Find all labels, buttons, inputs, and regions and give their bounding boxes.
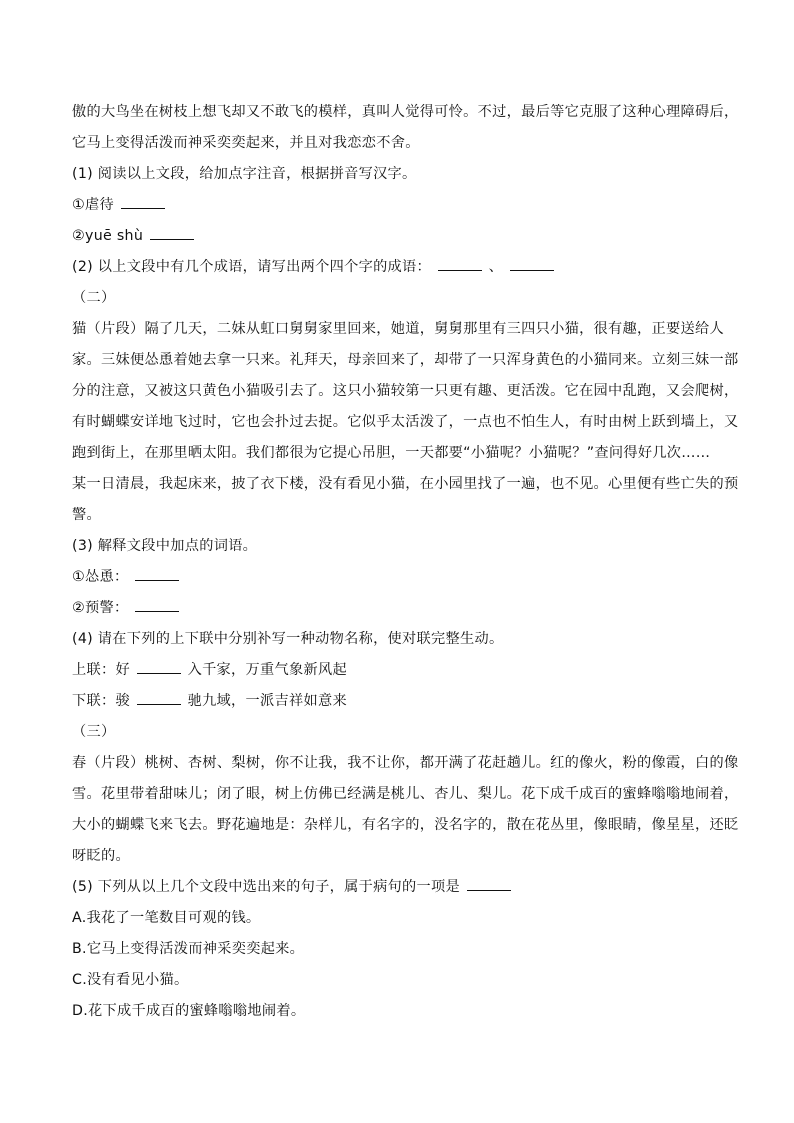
couplet-prefix: 上联：好 (72, 662, 130, 678)
couplet-prefix: 下联：骏 (72, 693, 130, 709)
passage-line: 它马上变得活泼而神采奕奕起来，并且对我恋恋不舍。 (72, 135, 420, 151)
section-2-title: （二） (72, 290, 116, 306)
answer-blank[interactable] (135, 566, 179, 581)
couplet-upper (72, 655, 734, 686)
question-4-stem: (4) 请在下列的上下联中分别补写一种动物名称，使对联完整生动。 (72, 631, 504, 647)
option-d: D.花下成千成百的蜜蜂嗡嗡地闹着。 (72, 1003, 306, 1019)
question-5-stem: (5) 下列从以上几个文段中选出来的句子，属于病句的一项是 (72, 879, 460, 895)
couplet-suffix: 入千家，万重气象新风起 (187, 662, 347, 678)
passage-line: 傲的大鸟坐在树枝上想飞却又不敢飞的模样，真叫人觉得可怜。不过，最后等它克服了这种心理障碍后， (72, 104, 739, 120)
option-c: C.没有看见小猫。 (72, 972, 189, 988)
passage-line: 分的注意，又被这只黄色小猫吸引去了。这只小猫较第一只更有趣、更活泼。它在园中乱跑，又会爬树， (72, 383, 739, 399)
question-1-item-2 (72, 221, 734, 252)
passage-line: 猫（片段）隔了几天，二妹从虹口舅舅家里回来，她道，舅舅那里有三四只小猫，很有趣，正要送给人 (72, 321, 724, 337)
item-label: ①虐待 (72, 197, 114, 213)
answer-blank[interactable] (121, 194, 165, 209)
passage-line: 跑到街上，在那里晒太阳。我们都很为它提心吊胆，一天都要“小猫呢？小猫呢？”查问得好几次…… (72, 445, 711, 461)
question-1-item-1 (72, 190, 734, 221)
option-b: B.它马上变得活泼而神采奕奕起来。 (72, 941, 305, 957)
passage-line: 大小的蝴蝶飞来飞去。野花遍地是：杂样儿，有名字的，没名字的，散在花丛里，像眼睛，像星星，还眨 (72, 817, 739, 833)
item-label: ①怂恿： (72, 569, 129, 585)
couplet-suffix: 驰九域，一派吉祥如意来 (187, 693, 347, 709)
answer-blank[interactable] (510, 256, 554, 271)
answer-blank[interactable] (467, 876, 511, 891)
separator: 、 (488, 259, 504, 275)
answer-blank[interactable] (150, 225, 194, 240)
question-3-item-1 (72, 562, 734, 593)
couplet-lower (72, 686, 734, 717)
option-a: A.我花了一笔数目可观的钱。 (72, 910, 261, 926)
passage-line: 某一日清晨，我起床来，披了衣下楼，没有看见小猫，在小园里找了一遍，也不见。心里便有些亡失的预 (72, 476, 739, 492)
passage-line: 雪。花里带着甜味儿；闭了眼，树上仿佛已经满是桃儿、杏儿、梨儿。花下成千成百的蜜蜂嗡嗡地闹着， (72, 786, 739, 802)
question-1-stem: (1) 阅读以上文段，给加点字注音，根据拼音写汉字。 (72, 166, 417, 182)
question-3-item-2 (72, 593, 734, 624)
question-3-stem: (3) 解释文段中加点的词语。 (72, 538, 258, 554)
question-2-stem: (2) 以上文段中有几个成语，请写出两个四个字的成语： (72, 259, 432, 275)
passage-line: 有时蝴蝶安详地飞过时，它也会扑过去捉。它似乎太活泼了，一点也不怕生人，有时由树上跃到墙上，又 (72, 414, 739, 430)
question-2 (72, 252, 734, 283)
answer-blank[interactable] (137, 690, 181, 705)
section-3-title: （三） (72, 724, 116, 740)
question-5 (72, 872, 734, 903)
answer-blank[interactable] (438, 256, 482, 271)
passage-line: 呀眨的。 (72, 848, 130, 864)
answer-blank[interactable] (135, 597, 179, 612)
item-label: ②yuē shù (72, 228, 144, 244)
passage-line: 家。三妹便怂恿着她去拿一只来。礼拜天，母亲回来了，却带了一只浑身黄色的小猫同来。立刻三妹一部 (72, 352, 739, 368)
answer-blank[interactable] (137, 659, 181, 674)
passage-line: 春（片段）桃树、杏树、梨树，你不让我，我不让你，都开满了花赶趟儿。红的像火，粉的像霞，白的像 (72, 755, 739, 771)
item-label: ②预警： (72, 600, 129, 616)
passage-line: 警。 (72, 507, 101, 523)
